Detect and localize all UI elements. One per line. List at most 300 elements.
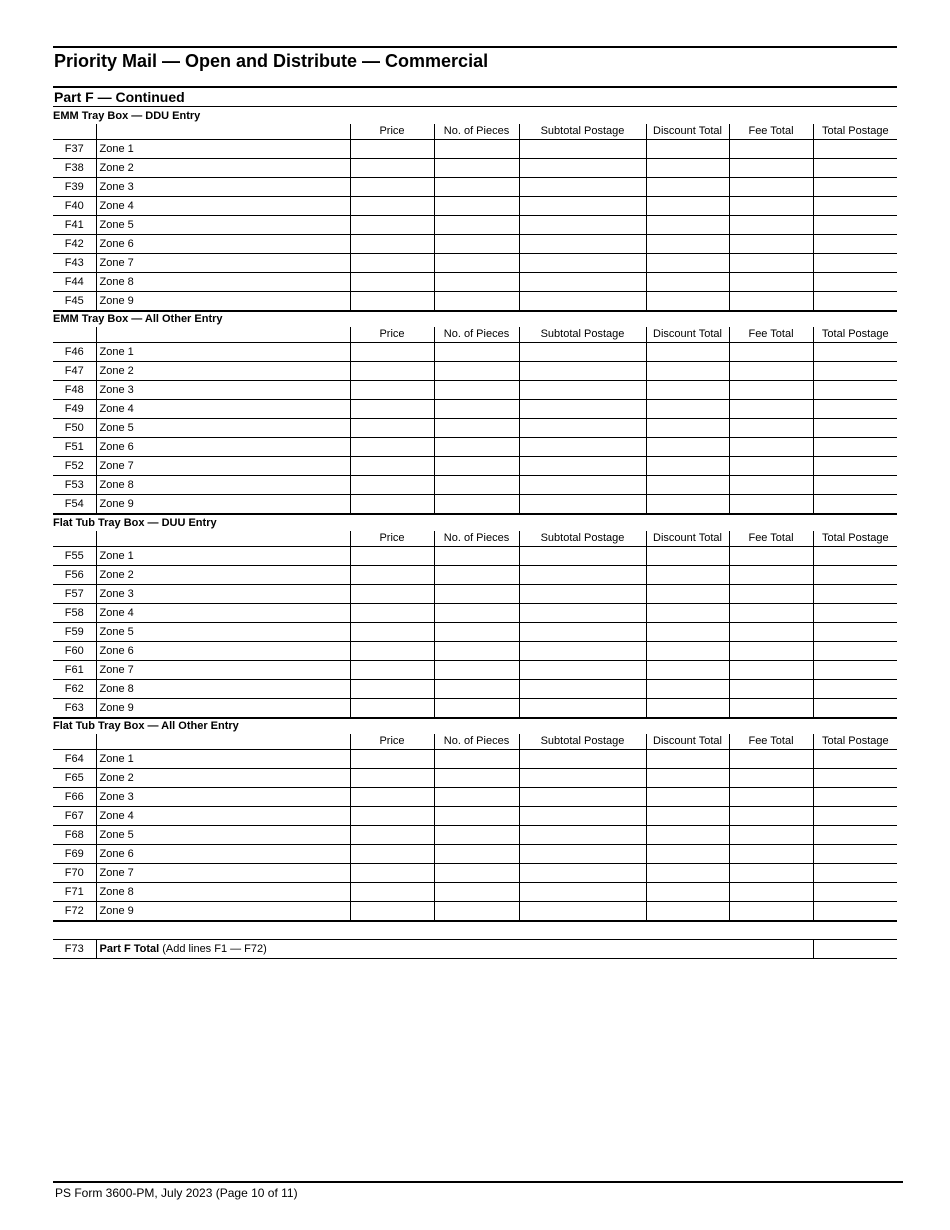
no-of-pieces-input[interactable] [434, 400, 519, 419]
zone-label: Zone 2 [96, 159, 350, 178]
header-blank [53, 531, 96, 547]
total-postage-input[interactable] [813, 273, 897, 292]
fee-total-input[interactable] [729, 604, 813, 623]
fee-total-input[interactable] [729, 381, 813, 400]
discount-total-input[interactable] [646, 438, 729, 457]
fee-total-input[interactable] [729, 902, 813, 922]
total-postage-input[interactable] [813, 902, 897, 922]
no-of-pieces-input[interactable] [434, 642, 519, 661]
no-of-pieces-input[interactable] [434, 438, 519, 457]
fee-total-input[interactable] [729, 273, 813, 292]
footer-rule [53, 1181, 903, 1183]
no-of-pieces-input[interactable] [434, 883, 519, 902]
discount-total-input[interactable] [646, 495, 729, 515]
line-code: F57 [53, 585, 96, 604]
no-of-pieces-input[interactable] [434, 788, 519, 807]
subtotal-postage-input[interactable] [519, 254, 646, 273]
table-row [53, 845, 897, 864]
total-postage-input[interactable] [813, 178, 897, 197]
price-input[interactable] [350, 788, 434, 807]
total-postage-input[interactable] [813, 788, 897, 807]
no-of-pieces-input[interactable] [434, 864, 519, 883]
price-input[interactable] [350, 864, 434, 883]
discount-total-input[interactable] [646, 566, 729, 585]
price-input[interactable] [350, 699, 434, 719]
zone-label: Zone 4 [96, 400, 350, 419]
zone-label: Zone 4 [96, 807, 350, 826]
no-of-pieces-input[interactable] [434, 343, 519, 362]
total-postage-input[interactable] [813, 604, 897, 623]
discount-total-input[interactable] [646, 680, 729, 699]
zone-label: Zone 8 [96, 273, 350, 292]
header-blank [53, 327, 96, 343]
table-row [53, 604, 897, 623]
total-postage-input[interactable] [813, 419, 897, 438]
total-postage-input[interactable] [813, 343, 897, 362]
subtotal-postage-input[interactable] [519, 788, 646, 807]
discount-total-input[interactable] [646, 864, 729, 883]
total-postage-input[interactable] [813, 864, 897, 883]
discount-total-input[interactable] [646, 400, 729, 419]
fee-total-input[interactable] [729, 159, 813, 178]
zone-label: Zone 6 [96, 845, 350, 864]
price-input[interactable] [350, 235, 434, 254]
subtotal-postage-input[interactable] [519, 343, 646, 362]
column-header-discount-total: Discount Total [646, 124, 729, 140]
fee-total-input[interactable] [729, 140, 813, 159]
zone-label: Zone 1 [96, 750, 350, 769]
fee-total-input[interactable] [729, 457, 813, 476]
total-postage-input[interactable] [813, 566, 897, 585]
line-code: F53 [53, 476, 96, 495]
top-rule [53, 46, 897, 48]
fee-total-input[interactable] [729, 254, 813, 273]
zone-label: Zone 1 [96, 343, 350, 362]
no-of-pieces-input[interactable] [434, 140, 519, 159]
subtotal-postage-input[interactable] [519, 864, 646, 883]
subtotal-postage-input[interactable] [519, 902, 646, 922]
table-row [53, 235, 897, 254]
part-rule [53, 106, 897, 107]
discount-total-input[interactable] [646, 457, 729, 476]
total-postage-input[interactable] [813, 769, 897, 788]
zone-label: Zone 3 [96, 381, 350, 400]
line-code: F43 [53, 254, 96, 273]
subtotal-postage-input[interactable] [519, 769, 646, 788]
line-code: F70 [53, 864, 96, 883]
price-input[interactable] [350, 362, 434, 381]
subtotal-postage-input[interactable] [519, 362, 646, 381]
fee-total-input[interactable] [729, 585, 813, 604]
total-postage-input[interactable] [813, 140, 897, 159]
no-of-pieces-input[interactable] [434, 585, 519, 604]
zone-label: Zone 5 [96, 826, 350, 845]
fee-total-input[interactable] [729, 438, 813, 457]
total-postage-input[interactable] [813, 197, 897, 216]
column-header-subtotal-postage: Subtotal Postage [519, 327, 646, 343]
no-of-pieces-input[interactable] [434, 495, 519, 515]
fee-total-input[interactable] [729, 197, 813, 216]
discount-total-input[interactable] [646, 902, 729, 922]
price-input[interactable] [350, 547, 434, 566]
total-postage-input[interactable] [813, 362, 897, 381]
subtotal-postage-input[interactable] [519, 438, 646, 457]
price-input[interactable] [350, 197, 434, 216]
subtotal-postage-input[interactable] [519, 292, 646, 312]
total-postage-input[interactable] [813, 623, 897, 642]
no-of-pieces-input[interactable] [434, 680, 519, 699]
line-code: F51 [53, 438, 96, 457]
no-of-pieces-input[interactable] [434, 216, 519, 235]
fee-total-input[interactable] [729, 400, 813, 419]
subtotal-postage-input[interactable] [519, 216, 646, 235]
price-input[interactable] [350, 566, 434, 585]
subtotal-postage-input[interactable] [519, 585, 646, 604]
discount-total-input[interactable] [646, 623, 729, 642]
price-input[interactable] [350, 273, 434, 292]
fee-total-input[interactable] [729, 178, 813, 197]
no-of-pieces-input[interactable] [434, 476, 519, 495]
subtotal-postage-input[interactable] [519, 807, 646, 826]
line-code: F47 [53, 362, 96, 381]
price-input[interactable] [350, 400, 434, 419]
total-postage-input[interactable] [813, 438, 897, 457]
subtotal-postage-input[interactable] [519, 140, 646, 159]
total-postage-input[interactable] [813, 547, 897, 566]
fee-total-input[interactable] [729, 419, 813, 438]
table-row [53, 769, 897, 788]
fee-total-input[interactable] [729, 788, 813, 807]
discount-total-input[interactable] [646, 235, 729, 254]
column-header-fee-total: Fee Total [729, 327, 813, 343]
zone-label: Zone 9 [96, 292, 350, 312]
total-postage-input[interactable] [813, 381, 897, 400]
discount-total-input[interactable] [646, 807, 729, 826]
zone-label: Zone 6 [96, 235, 350, 254]
price-input[interactable] [350, 845, 434, 864]
subtotal-postage-input[interactable] [519, 495, 646, 515]
column-header-total-postage: Total Postage [813, 124, 897, 140]
discount-total-input[interactable] [646, 845, 729, 864]
subtotal-postage-input[interactable] [519, 883, 646, 902]
table-row [53, 159, 897, 178]
zone-label: Zone 4 [96, 604, 350, 623]
section-table [53, 311, 897, 515]
column-header-fee-total: Fee Total [729, 734, 813, 750]
no-of-pieces-input[interactable] [434, 419, 519, 438]
discount-total-input[interactable] [646, 273, 729, 292]
no-of-pieces-input[interactable] [434, 381, 519, 400]
subtotal-postage-input[interactable] [519, 845, 646, 864]
line-code: F56 [53, 566, 96, 585]
total-postage-input[interactable] [813, 159, 897, 178]
total-postage-input[interactable] [813, 457, 897, 476]
fee-total-input[interactable] [729, 680, 813, 699]
price-input[interactable] [350, 140, 434, 159]
subtotal-postage-input[interactable] [519, 400, 646, 419]
discount-total-input[interactable] [646, 159, 729, 178]
total-postage-input[interactable] [813, 642, 897, 661]
no-of-pieces-input[interactable] [434, 566, 519, 585]
subtotal-postage-input[interactable] [519, 826, 646, 845]
column-header-price: Price [350, 327, 434, 343]
price-input[interactable] [350, 661, 434, 680]
price-input[interactable] [350, 419, 434, 438]
price-input[interactable] [350, 438, 434, 457]
total-postage-input[interactable] [813, 680, 897, 699]
price-input[interactable] [350, 159, 434, 178]
discount-total-input[interactable] [646, 642, 729, 661]
total-postage-input[interactable] [813, 845, 897, 864]
subtotal-postage-input[interactable] [519, 476, 646, 495]
fee-total-input[interactable] [729, 235, 813, 254]
subtotal-postage-input[interactable] [519, 457, 646, 476]
price-input[interactable] [350, 178, 434, 197]
price-input[interactable] [350, 883, 434, 902]
no-of-pieces-input[interactable] [434, 826, 519, 845]
no-of-pieces-input[interactable] [434, 273, 519, 292]
line-code: F41 [53, 216, 96, 235]
zone-label: Zone 6 [96, 438, 350, 457]
no-of-pieces-input[interactable] [434, 159, 519, 178]
zone-label: Zone 5 [96, 419, 350, 438]
table-row [53, 457, 897, 476]
fee-total-input[interactable] [729, 566, 813, 585]
fee-total-input[interactable] [729, 343, 813, 362]
part-f-total-table [53, 939, 897, 959]
part-heading: Part F — Continued [54, 89, 185, 105]
total-postage-input[interactable] [813, 883, 897, 902]
price-input[interactable] [350, 292, 434, 312]
price-input[interactable] [350, 769, 434, 788]
price-input[interactable] [350, 826, 434, 845]
discount-total-input[interactable] [646, 788, 729, 807]
line-code: F48 [53, 381, 96, 400]
zone-label: Zone 7 [96, 254, 350, 273]
no-of-pieces-input[interactable] [434, 845, 519, 864]
header-blank [96, 124, 350, 140]
discount-total-input[interactable] [646, 476, 729, 495]
table-row [53, 699, 897, 719]
no-of-pieces-input[interactable] [434, 661, 519, 680]
price-input[interactable] [350, 495, 434, 515]
table-row [53, 476, 897, 495]
line-code: F55 [53, 547, 96, 566]
total-postage-input[interactable] [813, 826, 897, 845]
no-of-pieces-input[interactable] [434, 235, 519, 254]
total-label-bold: Part F Total [99, 943, 160, 955]
zone-label: Zone 9 [96, 699, 350, 719]
fee-total-input[interactable] [729, 292, 813, 312]
fee-total-input[interactable] [729, 807, 813, 826]
total-postage-input[interactable] [813, 807, 897, 826]
discount-total-input[interactable] [646, 826, 729, 845]
subtotal-postage-input[interactable] [519, 566, 646, 585]
fee-total-input[interactable] [729, 216, 813, 235]
fee-total-input[interactable] [729, 642, 813, 661]
column-header-subtotal-postage: Subtotal Postage [519, 531, 646, 547]
total-postage-input[interactable] [813, 254, 897, 273]
fee-total-input[interactable] [729, 883, 813, 902]
line-code: F54 [53, 495, 96, 515]
no-of-pieces-input[interactable] [434, 178, 519, 197]
total-postage-input[interactable] [813, 476, 897, 495]
subtotal-postage-input[interactable] [519, 273, 646, 292]
price-input[interactable] [350, 680, 434, 699]
subtotal-postage-input[interactable] [519, 604, 646, 623]
table-row [53, 343, 897, 362]
total-postage-input[interactable] [813, 235, 897, 254]
no-of-pieces-input[interactable] [434, 197, 519, 216]
no-of-pieces-input[interactable] [434, 292, 519, 312]
discount-total-input[interactable] [646, 343, 729, 362]
no-of-pieces-input[interactable] [434, 457, 519, 476]
subtotal-postage-input[interactable] [519, 699, 646, 719]
column-header-subtotal-postage: Subtotal Postage [519, 734, 646, 750]
no-of-pieces-input[interactable] [434, 254, 519, 273]
price-input[interactable] [350, 457, 434, 476]
price-input[interactable] [350, 381, 434, 400]
column-header-total-postage: Total Postage [813, 327, 897, 343]
table-row [53, 623, 897, 642]
subtotal-postage-input[interactable] [519, 159, 646, 178]
subtotal-postage-input[interactable] [519, 661, 646, 680]
fee-total-input[interactable] [729, 476, 813, 495]
discount-total-input[interactable] [646, 883, 729, 902]
table-row [53, 495, 897, 515]
fee-total-input[interactable] [729, 864, 813, 883]
no-of-pieces-input[interactable] [434, 902, 519, 922]
no-of-pieces-input[interactable] [434, 750, 519, 769]
discount-total-input[interactable] [646, 178, 729, 197]
total-postage-input[interactable] [813, 292, 897, 312]
subtotal-postage-input[interactable] [519, 178, 646, 197]
discount-total-input[interactable] [646, 661, 729, 680]
total-row [53, 940, 897, 959]
price-input[interactable] [350, 807, 434, 826]
subtotal-postage-input[interactable] [519, 623, 646, 642]
price-input[interactable] [350, 216, 434, 235]
discount-total-input[interactable] [646, 216, 729, 235]
price-input[interactable] [350, 642, 434, 661]
no-of-pieces-input[interactable] [434, 807, 519, 826]
subtotal-postage-input[interactable] [519, 419, 646, 438]
fee-total-input[interactable] [729, 845, 813, 864]
subtotal-postage-input[interactable] [519, 680, 646, 699]
discount-total-input[interactable] [646, 197, 729, 216]
no-of-pieces-input[interactable] [434, 769, 519, 788]
price-input[interactable] [350, 750, 434, 769]
price-input[interactable] [350, 604, 434, 623]
table-row [53, 566, 897, 585]
discount-total-input[interactable] [646, 254, 729, 273]
subtotal-postage-input[interactable] [519, 750, 646, 769]
table-row [53, 750, 897, 769]
total-postage-input[interactable] [813, 661, 897, 680]
zone-label: Zone 7 [96, 864, 350, 883]
table-row [53, 438, 897, 457]
zone-label: Zone 3 [96, 178, 350, 197]
column-header-discount-total: Discount Total [646, 734, 729, 750]
price-input[interactable] [350, 902, 434, 922]
discount-total-input[interactable] [646, 699, 729, 719]
fee-total-input[interactable] [729, 769, 813, 788]
line-code: F72 [53, 902, 96, 922]
price-input[interactable] [350, 585, 434, 604]
fee-total-input[interactable] [729, 495, 813, 515]
no-of-pieces-input[interactable] [434, 623, 519, 642]
zone-label: Zone 2 [96, 362, 350, 381]
total-postage-input[interactable] [813, 750, 897, 769]
column-header-row [53, 734, 897, 750]
total-postage-input[interactable] [813, 400, 897, 419]
price-input[interactable] [350, 623, 434, 642]
line-code: F58 [53, 604, 96, 623]
discount-total-input[interactable] [646, 419, 729, 438]
price-input[interactable] [350, 476, 434, 495]
fee-total-input[interactable] [729, 750, 813, 769]
discount-total-input[interactable] [646, 292, 729, 312]
discount-total-input[interactable] [646, 769, 729, 788]
zone-label: Zone 8 [96, 476, 350, 495]
subtotal-postage-input[interactable] [519, 381, 646, 400]
total-label [96, 940, 813, 959]
discount-total-input[interactable] [646, 381, 729, 400]
fee-total-input[interactable] [729, 623, 813, 642]
table-row [53, 661, 897, 680]
no-of-pieces-input[interactable] [434, 699, 519, 719]
fee-total-input[interactable] [729, 547, 813, 566]
price-input[interactable] [350, 254, 434, 273]
discount-total-input[interactable] [646, 750, 729, 769]
total-label-note: (Add lines F1 — F72) [162, 943, 267, 955]
total-postage-input[interactable] [813, 699, 897, 719]
section-table [53, 108, 897, 312]
fee-total-input[interactable] [729, 699, 813, 719]
discount-total-input[interactable] [646, 547, 729, 566]
line-code: F63 [53, 699, 96, 719]
subtotal-postage-input[interactable] [519, 547, 646, 566]
subtotal-postage-input[interactable] [519, 642, 646, 661]
total-postage-input[interactable] [813, 585, 897, 604]
part-f-total-input[interactable] [813, 940, 897, 959]
zone-label: Zone 8 [96, 883, 350, 902]
table-row [53, 140, 897, 159]
subtotal-postage-input[interactable] [519, 197, 646, 216]
total-postage-input[interactable] [813, 216, 897, 235]
fee-total-input[interactable] [729, 826, 813, 845]
subtotal-postage-input[interactable] [519, 235, 646, 254]
total-postage-input[interactable] [813, 495, 897, 515]
discount-total-input[interactable] [646, 604, 729, 623]
discount-total-input[interactable] [646, 585, 729, 604]
no-of-pieces-input[interactable] [434, 604, 519, 623]
no-of-pieces-input[interactable] [434, 547, 519, 566]
fee-total-input[interactable] [729, 362, 813, 381]
section-table [53, 515, 897, 719]
discount-total-input[interactable] [646, 140, 729, 159]
line-code: F50 [53, 419, 96, 438]
fee-total-input[interactable] [729, 661, 813, 680]
line-code: F59 [53, 623, 96, 642]
discount-total-input[interactable] [646, 362, 729, 381]
zone-label: Zone 6 [96, 642, 350, 661]
zone-label: Zone 2 [96, 566, 350, 585]
price-input[interactable] [350, 343, 434, 362]
column-header-price: Price [350, 124, 434, 140]
no-of-pieces-input[interactable] [434, 362, 519, 381]
table-row [53, 178, 897, 197]
